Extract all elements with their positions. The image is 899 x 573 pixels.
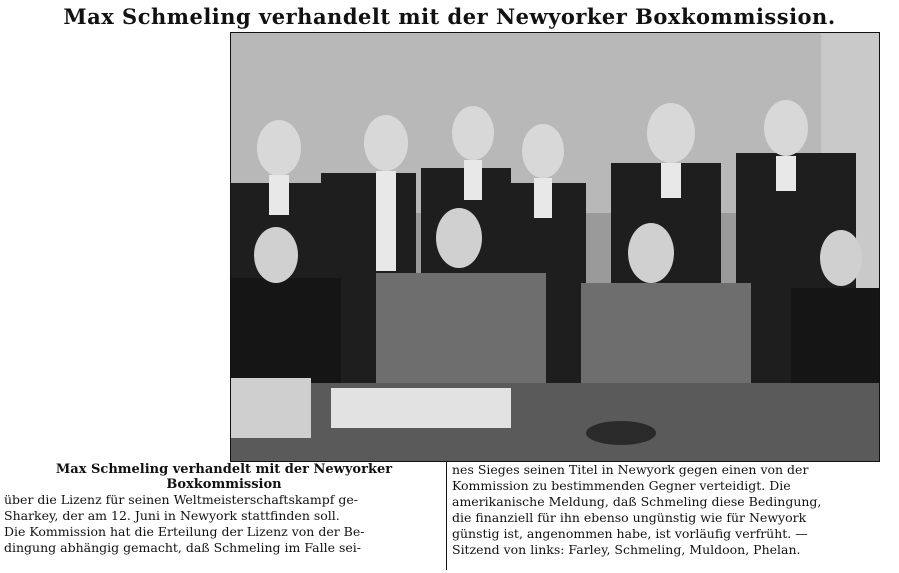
column-divider (446, 462, 447, 570)
caption-line: günstig ist, angenommen habe, ist vorläufig verfrüht. — (452, 526, 808, 541)
caption-line: Sharkey, der am 12. Juni in Newyork stattfinden soll. (4, 508, 340, 523)
caption-title-continued: Boxkommission (166, 477, 282, 492)
caption-line: nes Sieges seinen Titel in Newyork gegen einen von der (452, 462, 809, 477)
caption-line: dingung abhängig gemacht, daß Schmeling im Falle sei- (4, 540, 362, 555)
caption-right-column (452, 462, 893, 558)
group-photo (230, 32, 880, 462)
caption-line: die finanziell für ihn ebenso ungünstig wie für Newyork (452, 510, 807, 525)
caption-line: Sitzend von links: Farley, Schmeling, Muldoon, Phelan. (452, 542, 801, 557)
headline: Max Schmeling verhandelt mit der Newyorker Boxkommission. (63, 4, 836, 29)
caption-line: amerikanische Meldung, daß Schmeling diese Bedingung, (452, 494, 822, 509)
caption-line: Kommission zu bestimmenden Gegner verteidigt. Die (452, 478, 791, 493)
caption-title: Max Schmeling verhandelt mit der Newyorker (55, 462, 393, 477)
caption-line: Die Kommission hat die Erteilung der Lizenz von der Be- (4, 524, 365, 539)
caption-line: über die Lizenz für seinen Weltmeisterschaftskampf ge- (4, 492, 358, 507)
caption-left-column (4, 462, 444, 556)
